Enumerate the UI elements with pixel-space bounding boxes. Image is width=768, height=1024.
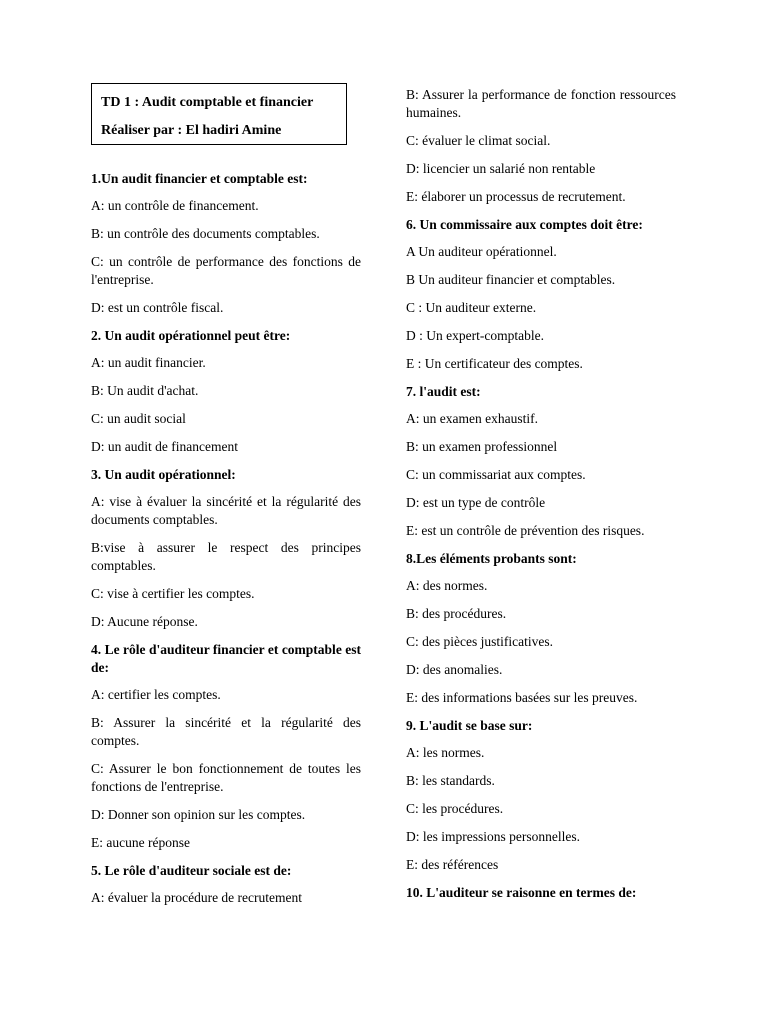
question-heading: 9. L'audit se base sur: [406, 718, 533, 733]
answer-option: C: un commissariat aux comptes. [406, 467, 586, 482]
answer-option: B: Un audit d'achat. [91, 383, 199, 398]
answer-option: C: des pièces justificatives. [406, 634, 553, 649]
answer-option: C: Assurer le bon fonctionnement de toutes les fonctions de l'entreprise. [91, 761, 361, 794]
answer-option: B: les standards. [406, 773, 495, 788]
question-heading: 5. Le rôle d'auditeur sociale est de: [91, 863, 292, 878]
answer-option: C: un contrôle de performance des fonctions de l'entreprise. [91, 254, 361, 287]
answer-option: B: un examen professionnel [406, 439, 558, 454]
answer-option: C : Un auditeur externe. [406, 300, 537, 315]
answer-option: E: élaborer un processus de recrutement. [406, 189, 626, 204]
answer-option: A: évaluer la procédure de recrutement [91, 890, 303, 905]
question-heading: 3. Un audit opérationnel: [91, 467, 236, 482]
answer-option: E: des informations basées sur les preuves. [406, 690, 638, 705]
answer-option: D: un audit de financement [91, 439, 238, 454]
answer-option: B Un auditeur financier et comptables. [406, 272, 616, 287]
right-column [406, 86, 676, 911]
answer-option: A: vise à évaluer la sincérité et la régularité des documents comptables. [91, 494, 361, 527]
answer-option: C: vise à certifier les comptes. [91, 586, 255, 601]
answer-option: E: est un contrôle de prévention des risques. [406, 523, 645, 538]
answer-option: D: licencier un salarié non rentable [406, 161, 596, 176]
answer-option: A: des normes. [406, 578, 488, 593]
answer-option: D: est un type de contrôle [406, 495, 546, 510]
question-heading: 1.Un audit financier et comptable est: [91, 171, 308, 186]
answer-option: B: un contrôle des documents comptables. [91, 226, 320, 241]
answer-option: D: des anomalies. [406, 662, 503, 677]
answer-option: B: Assurer la sincérité et la régularité des comptes. [91, 715, 361, 748]
answer-option: A: un examen exhaustif. [406, 411, 538, 426]
left-column [91, 170, 361, 917]
title-box [91, 83, 347, 145]
answer-option: E: aucune réponse [91, 835, 190, 850]
document-title: TD 1 : Audit comptable et financier [101, 95, 314, 110]
answer-option: B: Assurer la performance de fonction ressources humaines. [406, 87, 676, 120]
question-heading: 7. l'audit est: [406, 384, 481, 399]
answer-option: B: des procédures. [406, 606, 507, 621]
answer-option: C: les procédures. [406, 801, 504, 816]
answer-option: C: un audit social [91, 411, 186, 426]
answer-option: D: Donner son opinion sur les comptes. [91, 807, 306, 822]
answer-option: A Un auditeur opérationnel. [406, 244, 557, 259]
document-author: Réaliser par : El hadiri Amine [101, 123, 282, 138]
question-heading: 8.Les éléments probants sont: [406, 551, 577, 566]
answer-option: D: est un contrôle fiscal. [91, 300, 224, 315]
answer-option: A: un contrôle de financement. [91, 198, 259, 213]
answer-option: C: évaluer le climat social. [406, 133, 551, 148]
answer-option: E: des références [406, 857, 499, 872]
question-heading: 6. Un commissaire aux comptes doit être: [406, 217, 643, 232]
answer-option: E : Un certificateur des comptes. [406, 356, 583, 371]
answer-option: B:vise à assurer le respect des principes comptables. [91, 540, 361, 573]
answer-option: A: les normes. [406, 745, 485, 760]
question-heading: 2. Un audit opérationnel peut être: [91, 328, 291, 343]
question-heading: 10. L'auditeur se raisonne en termes de: [406, 885, 637, 900]
question-heading: 4. Le rôle d'auditeur financier et comptable est de: [91, 642, 361, 675]
answer-option: A: un audit financier. [91, 355, 206, 370]
answer-option: D: les impressions personnelles. [406, 829, 580, 844]
answer-option: D : Un expert-comptable. [406, 328, 544, 343]
answer-option: D: Aucune réponse. [91, 614, 198, 629]
answer-option: A: certifier les comptes. [91, 687, 221, 702]
